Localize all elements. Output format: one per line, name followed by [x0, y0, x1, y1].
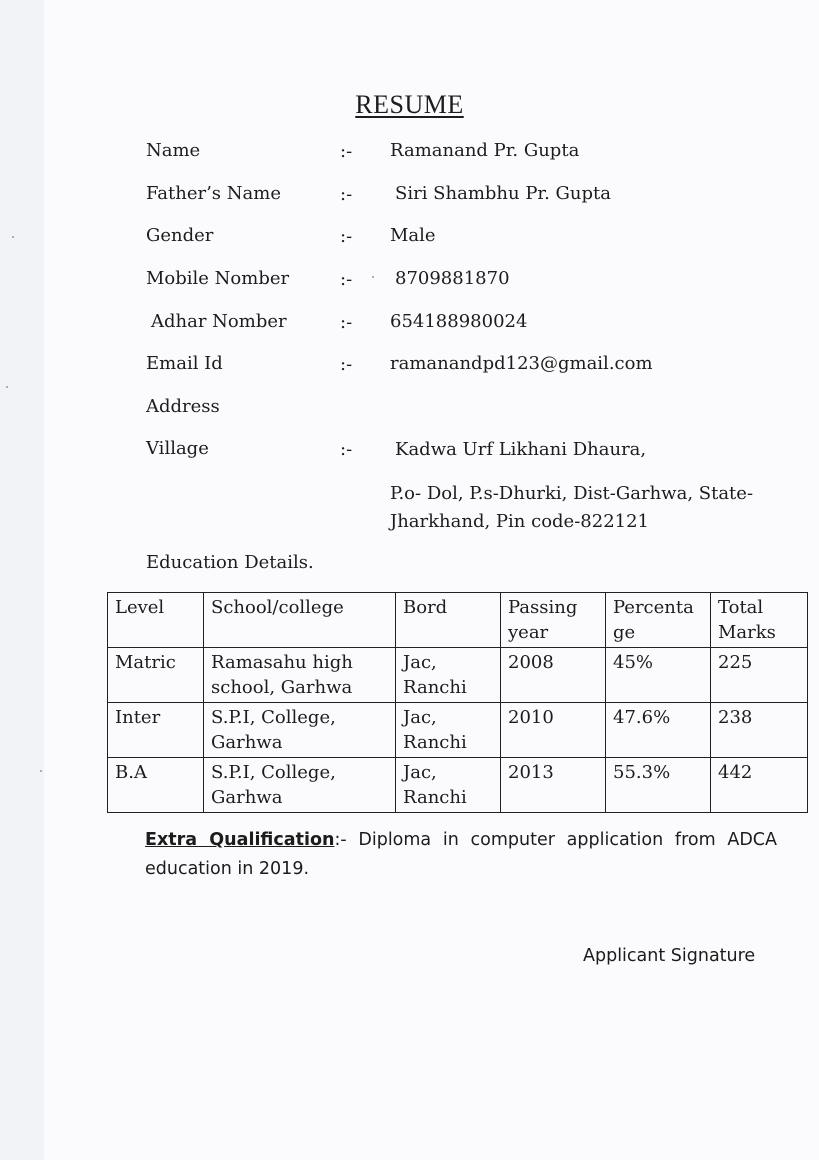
scan-speck	[372, 276, 374, 278]
table-cell: Jac, Ranchi	[396, 758, 501, 813]
fathers-name-label: Father’s Name	[146, 183, 281, 204]
education-heading: Education Details.	[146, 552, 314, 573]
address-label: Address	[146, 396, 220, 417]
fathers-name-separator: :-	[340, 184, 353, 205]
header-cell: Passing year	[501, 593, 606, 648]
resume-title: RESUME	[355, 90, 464, 119]
header-cell: Level	[108, 593, 204, 648]
header-cell: Total Marks	[711, 593, 808, 648]
adhar-number-label: Adhar Nomber	[151, 311, 287, 332]
table-cell: S.P.I, College, Garhwa	[204, 758, 396, 813]
village-value: Kadwa Urf Likhani Dhaura,	[395, 439, 647, 460]
table-cell: 2008	[501, 648, 606, 703]
email-separator: :-	[340, 354, 353, 375]
table-cell: 238	[711, 703, 808, 758]
table-cell: Matric	[108, 648, 204, 703]
table-row	[108, 758, 808, 813]
table-cell: 45%	[606, 648, 711, 703]
extra-qualification-label: Extra Qualification	[145, 830, 335, 850]
table-cell: 442	[711, 758, 808, 813]
email-value: ramanandpd123@gmail.com	[390, 353, 653, 374]
table-cell: 225	[711, 648, 808, 703]
mobile-number-value: 8709881870	[395, 268, 510, 289]
village-separator: :-	[340, 439, 353, 460]
table-cell: 2010	[501, 703, 606, 758]
gender-value: Male	[390, 225, 436, 246]
name-value: Ramanand Pr. Gupta	[390, 140, 580, 161]
mobile-number-label: Mobile Nomber	[146, 268, 290, 289]
scan-speck	[40, 770, 42, 772]
village-label: Village	[146, 438, 209, 459]
table-cell: Ramasahu high school, Garhwa	[204, 648, 396, 703]
table-cell: Jac, Ranchi	[396, 648, 501, 703]
name-label: Name	[146, 140, 201, 161]
table-cell: 47.6%	[606, 703, 711, 758]
scan-speck	[6, 386, 8, 388]
name-separator: :-	[340, 141, 353, 162]
fathers-name-value: Siri Shambhu Pr. Gupta	[395, 183, 611, 204]
table-header-row	[108, 593, 808, 648]
table-row	[108, 648, 808, 703]
applicant-signature-label: Applicant Signature	[583, 946, 756, 966]
table-cell: 2013	[501, 758, 606, 813]
mobile-number-separator: :-	[340, 269, 353, 290]
gender-separator: :-	[340, 226, 353, 247]
email-label: Email Id	[146, 353, 223, 374]
header-cell: Percentage	[606, 593, 711, 648]
table-cell: S.P.I, College, Garhwa	[204, 703, 396, 758]
extra-qualification	[145, 826, 777, 884]
header-cell: School/college	[204, 593, 396, 648]
table-cell: Inter	[108, 703, 204, 758]
address-line: P.o- Dol, P.s-Dhurki, Dist-Garhwa, State-	[390, 483, 754, 504]
gender-label: Gender	[146, 225, 214, 246]
adhar-number-separator: :-	[340, 312, 353, 333]
document-page	[44, 0, 819, 1160]
header-cell: Bord	[396, 593, 501, 648]
scan-speck	[12, 236, 14, 238]
adhar-number-value: 654188980024	[390, 311, 528, 332]
table-cell: B.A	[108, 758, 204, 813]
table-cell: 55.3%	[606, 758, 711, 813]
education-table	[107, 592, 808, 813]
table-cell: Jac, Ranchi	[396, 703, 501, 758]
table-row	[108, 703, 808, 758]
address-line: Jharkhand, Pin code-822121	[390, 511, 650, 532]
extra-qualification-text: :- Diploma in computer application from ADCA education in 2019.	[145, 830, 777, 879]
